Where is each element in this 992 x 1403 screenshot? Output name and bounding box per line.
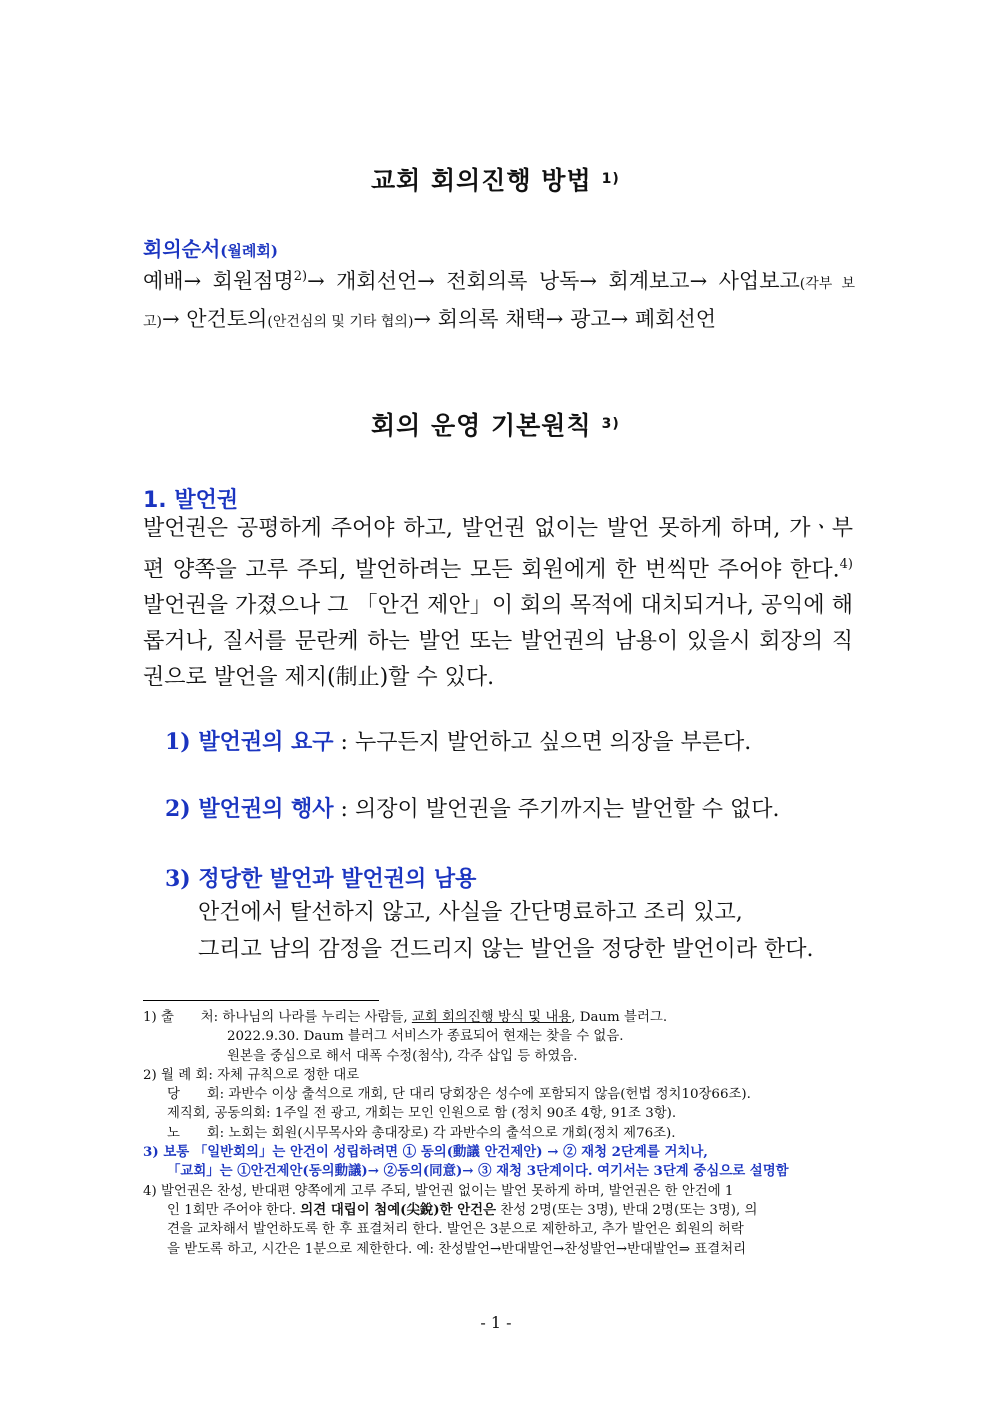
list-item: 1) 발언권의 요구 : 누구든지 발언하고 싶으면 의장을 부른다. (165, 729, 752, 755)
footnote-1: 1) 출 처: 하나님의 나라를 누리는 사람들, 교회 회의진행 방식 및 내용, Daum 블러그. (143, 1010, 668, 1025)
footnote-ref[interactable]: 1) (601, 171, 620, 187)
footnote-4: 4) 발언권은 찬성, 반대편 양쪽에게 고루 주되, 발언권 없이는 발언 못하게 하며, 발언권은 한 안건에 1 (143, 1183, 734, 1199)
footnotes: 1) 출 처: 하나님의 나라를 누리는 사람들, 교회 회의진행 방식 및 내용, Daum 블러그. 2022.9.30. Daum 블러그 서비스가 종료되어 현재는 찾을 수 없음. 원본을 중심으로 해서 대폭 수정(첨삭), 각주 삽입 등 하였음. 2) 월 례 회: 자체 규칙으로 정한 대로 당 회: 과반수 이상 출석으로 개회, 단 대리 당회장은 성수에 포함되지 않음(헌법 정치10장66조). 제직회, 공동의회: 1주일 전 광고, 개회는 모인 인원으로 함 (정치 90조 4항, 91조 3항). 노 회: 노회는 회원(시무목사와 총대장로) 각 과반수의 출석으로 개회(정치 제76조). 3) 보통 「일반회의」는 안건이 성립하려면 ① 동의(動議 안건제안) → ② 재청 2단계를 거치나, 「교회」는 ①안건제안(동의動議)→ ②동의(同意)→ ③ 재청 3단계이다. 여기서는 3단계 중심으로 설명함 4) 발언권은 찬성, 반대편 양쪽에게 고루 주되, 발언권 없이는 발언 못하게 하며, 발언권은 한 안건에 1 인 1회만 주어야 한다. 의견 대립이 첨예(尖銳)한 안건은 찬성 2명(또는 3명), 반대 2명(또는 3명), 의 견을 교차해서 발언하도록 한 후 표결처리 한다. 발언은 3분으로 제한하고, 추가 발언은 회원의 허락 을 받도록 하고, 시간은 1분으로 제한한다. 예: 찬성발언→반대발언→찬성발언→반대발언⇒ 표결처리 (143, 1008, 853, 1259)
list-item: 3) 정당한 발언과 발언권의 남용 (165, 866, 477, 892)
list-item-body: 안건에서 탈선하지 않고, 사실을 간단명료하고 조리 있고, 그리고 남의 감정을 건드리지 않는 발언을 정당한 발언이라 한다. (198, 900, 814, 962)
footnote-3: 3) 보통 「일반회의」는 안건이 성립하려면 ① 동의(動議 안건제안) → ② 재청 2단계를 거치나, (143, 1144, 708, 1161)
source-link[interactable]: 교회 회의진행 방식 및 내용 (411, 1010, 572, 1025)
order-heading: 회의순서(월례회) (143, 237, 278, 261)
order-body: 예배→ 회원점명$^{2)}$→ 개회선언→ 전회의록 낭독→ 회계보고→ 사업보고(각부 보고)→ 안건토의(안건심의 및 기타 협의)→ 회의록 채택→ 광고→ 폐회선언 (143, 269, 856, 331)
section-heading: 1. 발언권 (143, 488, 239, 513)
footnote-ref[interactable]: 3) (601, 416, 620, 432)
footnote-ref[interactable]: 2) (293, 269, 308, 284)
title-text: 교회 회의진행 방법 (371, 166, 592, 195)
footnote-ref[interactable]: 4) (839, 557, 853, 572)
section-paragraph: 발언권은 공평하게 주어야 하고, 발언권 없이는 발언 못하게 하며, 가ㆍ부편 양쪽을 고루 주되, 발언하려는 모든 회원에게 한 번씩만 주어야 한다.$^{4)}$ 발언권을 가졌으나 그 「안건 제안」이 회의 목적에 대치되거나, 공익에 해롭거나, 질서를 문란케 하는 발언 또는 발언권의 남용이 있을시 회장의 직권으로 발언을 제지(制止)할 수 있다. (143, 516, 853, 691)
footnote-2: 2) 월 례 회: 자체 규칙으로 정한 대로 (143, 1067, 360, 1083)
footnote-divider (143, 1000, 379, 1001)
title-text: 회의 운영 기본원칙 (371, 411, 592, 440)
page-number: - 1 - (480, 1313, 512, 1332)
list-item: 2) 발언권의 행사 : 의장이 발언권을 주기까지는 발언할 수 없다. (165, 796, 780, 822)
section-title (371, 406, 620, 442)
page-title (371, 161, 620, 197)
